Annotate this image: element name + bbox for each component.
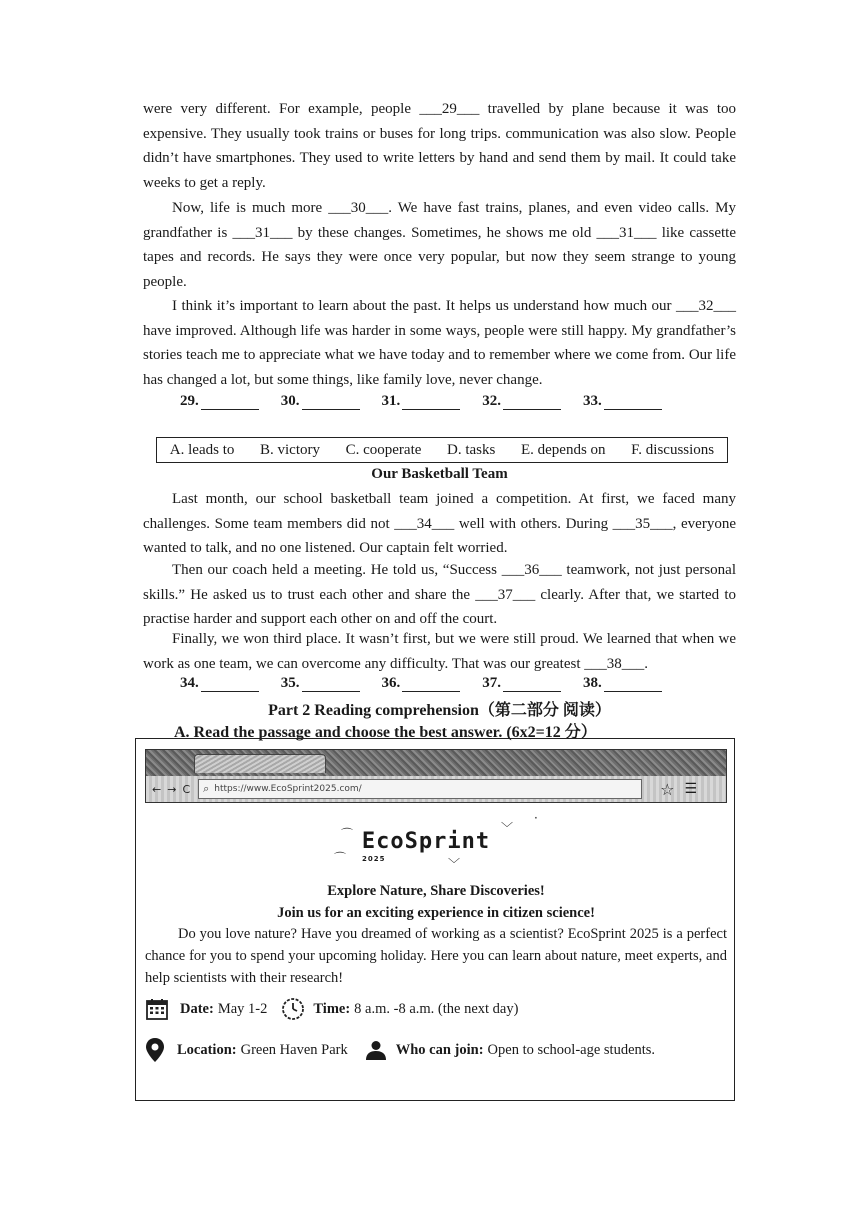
bird-icon: ﹀ bbox=[448, 857, 461, 871]
word-bank-box bbox=[156, 437, 728, 463]
time-value: 8 a.m. -8 a.m. (the next day) bbox=[354, 1000, 519, 1017]
word-option: F. discussions bbox=[631, 441, 715, 458]
answer-blank[interactable]: 31. bbox=[382, 393, 461, 410]
answer-blank[interactable]: 38. bbox=[583, 675, 662, 692]
answer-blank[interactable]: 37. bbox=[482, 675, 561, 692]
passage1-paragraph-1: were very different. For example, people ___29___ travelled by plane because it was too expensive. They usually took trains or buses for long trips. communication was also slow. People didn’t have smartphones. They used to write letters by hand and send them by mail. It could take weeks to get a reply. bbox=[143, 101, 736, 191]
time-label: Time: bbox=[313, 1000, 351, 1017]
word-option: A. leads to bbox=[169, 441, 235, 458]
passage1-paragraph-2: Now, life is much more ___30___. We have fast trains, planes, and even video calls. My grandfather is ___31___ by these changes. Sometimes, he shows me old ___31___ like cassette tapes and records. He says they were once very popular, but now they seem strange to young people. bbox=[143, 200, 736, 290]
passage2-paragraph-2: Then our coach held a meeting. He told us, “Success ___36___ teamwork, not just personal skills.” He asked us to trust each other and share the ___37___ clearly. After that, we started to practise harder and support each other on and off the court. bbox=[143, 562, 736, 627]
passage2-paragraph-1: Last month, our school basketball team joined a competition. At first, we faced many challenges. Some team members did not ___34___ well with others. During ___35___, everyone wanted to talk, and no one listened. Our captain felt worried. bbox=[143, 491, 736, 556]
word-option: E. depends on bbox=[520, 441, 606, 458]
reload-icon[interactable]: C bbox=[182, 782, 191, 796]
answer-blanks-34-38 bbox=[180, 675, 740, 692]
location-pin-icon bbox=[145, 1037, 165, 1063]
back-icon[interactable]: ← bbox=[152, 782, 162, 796]
browser-tab[interactable] bbox=[194, 754, 326, 773]
passage2-paragraph-3: Finally, we won third place. It wasn’t first, but we were still proud. We learned that when we work as one team, we can overcome any difficulty. That was our greatest ___38___. bbox=[143, 631, 736, 672]
answer-blank[interactable]: 29. bbox=[180, 393, 259, 410]
answer-blank[interactable]: 32. bbox=[482, 393, 561, 410]
menu-icon[interactable]: ☰ bbox=[684, 781, 698, 797]
answer-blank[interactable]: 35. bbox=[281, 675, 360, 692]
location-value: Green Haven Park bbox=[240, 1041, 348, 1058]
answer-blank[interactable]: 33. bbox=[583, 393, 662, 410]
browser-frame bbox=[145, 749, 727, 803]
date-time-row bbox=[145, 997, 518, 1021]
location-label: Location: bbox=[177, 1041, 237, 1058]
bird-icon: ﹀ bbox=[501, 821, 514, 835]
answer-blank[interactable]: 30. bbox=[281, 393, 360, 410]
address-bar[interactable] bbox=[198, 779, 642, 799]
passage1-paragraph-3: I think it’s important to learn about the past. It helps us understand how much our ___32___ have improved. Although life was harder in some ways, people were still happy. My grandfather’s stories teach me to appreciate what we have today and to remember where we come from. Our life has changed a lot, but some things, like family love, never change. bbox=[143, 298, 736, 388]
person-icon bbox=[364, 1040, 388, 1060]
star-icon[interactable]: ☆ bbox=[660, 779, 675, 799]
browser-toolbar bbox=[146, 776, 726, 802]
bird-icon: ⌒ bbox=[334, 851, 347, 865]
answer-blank[interactable]: 36. bbox=[382, 675, 461, 692]
word-option: B. victory bbox=[259, 441, 320, 458]
logo-year: 2025 bbox=[362, 855, 386, 863]
search-icon: ⌕ bbox=[203, 782, 210, 795]
part2-title: Part 2 Reading comprehension（第二部分 阅读） bbox=[268, 702, 611, 719]
answer-blank[interactable]: 34. bbox=[180, 675, 259, 692]
who-value: Open to school-age students. bbox=[487, 1041, 656, 1058]
ad-subheadline: Join us for an exciting experience in citizen science! bbox=[277, 905, 595, 921]
ad-headline: Explore Nature, Share Discoveries! bbox=[327, 883, 545, 899]
url-text: https://www.EcoSprint2025.com/ bbox=[214, 784, 362, 794]
passage2-title: Our Basketball Team bbox=[371, 466, 508, 482]
date-value: May 1-2 bbox=[217, 1000, 268, 1017]
section-a-instruction: A. Read the passage and choose the best answer. (6x2=12 分） bbox=[174, 724, 597, 741]
answer-blanks-29-33 bbox=[180, 393, 740, 410]
location-who-row bbox=[145, 1037, 655, 1063]
ad-body: Do you love nature? Have you dreamed of working as a scientist? EcoSprint 2025 is a perfect chance for you to spend your upcoming holiday. Here you can learn about nature, meet experts, and help scientists with their research! bbox=[145, 926, 727, 986]
word-option: C. cooperate bbox=[345, 441, 422, 458]
date-label: Date: bbox=[180, 1000, 214, 1017]
bird-icon: ⌒ bbox=[341, 827, 354, 841]
clock-icon bbox=[281, 997, 305, 1021]
who-label: Who can join: bbox=[395, 1041, 484, 1058]
ecosprint-ad bbox=[135, 738, 735, 1101]
word-option: D. tasks bbox=[447, 441, 496, 458]
bird-icon: · bbox=[534, 811, 538, 825]
ecosprint-logo: EcoSprint bbox=[361, 829, 491, 854]
calendar-icon bbox=[145, 997, 169, 1021]
forward-icon[interactable]: → bbox=[167, 782, 177, 796]
